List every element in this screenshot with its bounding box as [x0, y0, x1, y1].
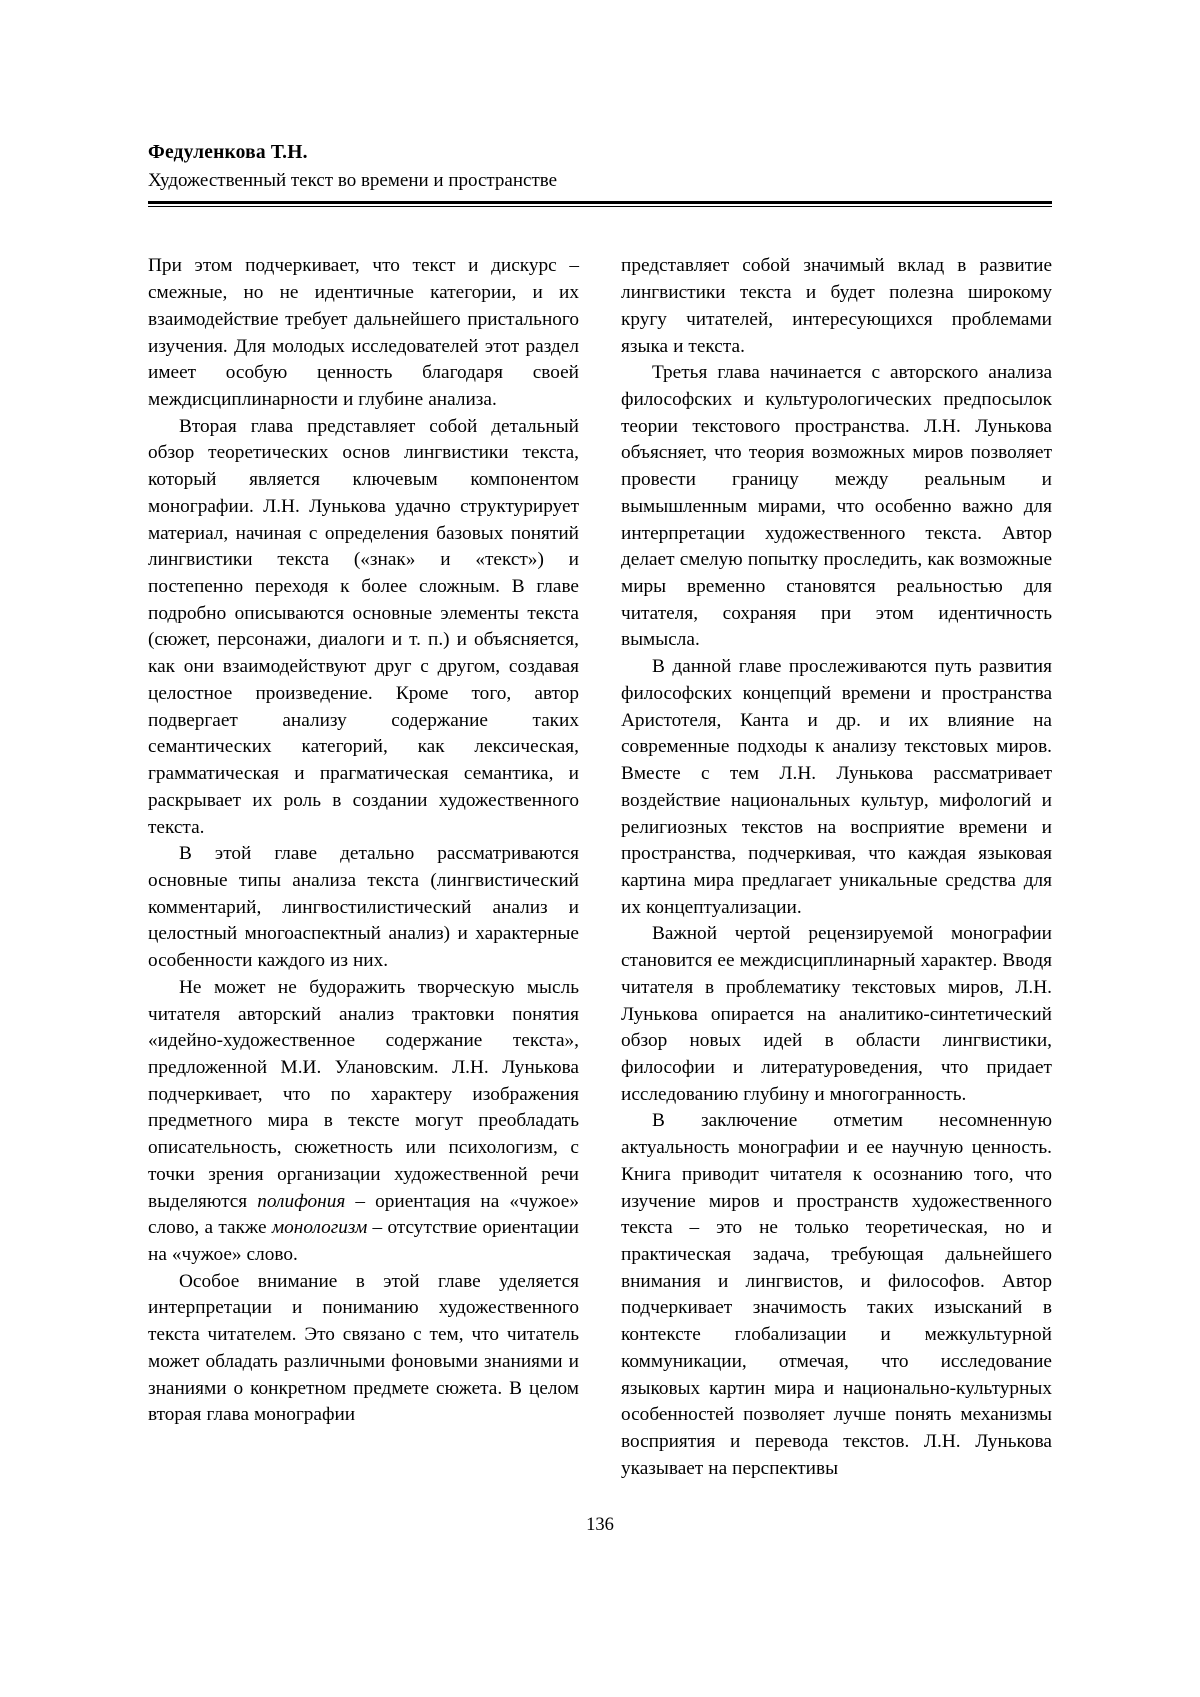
header-rule-thin — [148, 206, 1052, 208]
paragraph: Третья глава начинается с авторского анализа философских и культурологических предпосылок теории текстового пространства. Л.Н. Лунькова объясняет, что теория возможных миров позволяет провести границу между реальным и вымышленным мирами, что особенно важно для интерпретации художественного текста. Автор делает смелую попытку проследить, как возможные миры временно становятся реальностью для читателя, сохраняя при этом идентичность вымысла. — [621, 362, 1052, 651]
page-number: 136 — [586, 1515, 614, 1535]
paragraph: В заключение отметим несомненную актуальность монографии и ее научную ценность. Книга приводит читателя к осознанию того, что изучение миров и пространств художественного текста – это не только теоретическая, но и практическая задача, требующая дальнейшего внимания и лингвистов, и философов. Автор подчеркивает значимость таких изысканий в контексте глобализации и межкультурной коммуникации, отмечая, что исследование языковых картин мира и национально-культурных особенностей позволяет лучше понять механизмы восприятия и перевода текстов. Л.Н. Лунькова указывает на перспективы — [621, 1110, 1052, 1479]
column-right — [621, 253, 1052, 1482]
body-columns — [148, 253, 1052, 1482]
paragraph: При этом подчеркивает, что текст и дискурс – смежные, но не идентичные категории, и их взаимодействие требует дальнейшего пристального изучения. Для молодых исследователей этот раздел имеет особую ценность благодаря своей междисциплинарности и глубине анализа. — [148, 255, 579, 410]
paragraph: Вторая глава представляет собой детальный обзор теоретических основ лингвистики текста, который является ключевым компонентом монографии. Л.Н. Лунькова удачно структурирует материал, начиная с определения базовых понятий лингвистики текста («знак» и «текст») и постепенно переходя к более сложным. В главе подробно описываются основные элементы текста (сюжет, персонажи, диалоги и т. п.) и объясняется, как они взаимодействуют друг с другом, создавая целостное произведение. Кроме того, автор подвергает анализу содержание таких семантических категорий, как лексическая, грамматическая и прагматическая семантика, и раскрывает их роль в создании художественного текста. — [148, 415, 579, 838]
header-author: Федуленкова Т.Н. — [148, 142, 308, 163]
paragraph-with-italics: Не может не будоражить творческую мысль читателя авторский анализ трактовки понятия «идейно-художественное содержание текста», предложенной М.И. Улановским. Л.Н. Лунькова подчеркивает, что по характеру изображения предметного мира в тексте могут преобладать описательность, сюжетность или психологизм, с точки зрения организации художественной речи выделяются полифония – ориентация на «чужое» слово, а также монологизм – отсутствие ориентации на «чужое» слово. — [148, 976, 579, 1265]
paragraph: представляет собой значимый вклад в развитие лингвистики текста и будет полезна широкому кругу читателей, интересующихся проблемами языка и текста. — [621, 255, 1052, 357]
paragraph: В данной главе прослеживаются путь развития философских концепций времени и пространства Аристотеля, Канта и др. и их влияние на современные подходы к анализу текстовых миров. Вместе с тем Л.Н. Лунькова рассматривает воздействие национальных культур, мифологий и религиозных текстов на восприятие времени и пространства, подчеркивая, что каждая языковая картина мира предлагает уникальные средства для их концептуализации. — [621, 656, 1052, 918]
paragraph: Особое внимание в этой главе уделяется интерпретации и пониманию художественного текста читателем. Это связано с тем, что читатель может обладать различными фоновыми знаниями и знаниями о конкретном предмете сюжета. В целом вторая глава монографии — [148, 1270, 579, 1426]
page-header — [148, 140, 1052, 207]
paragraph: В этой главе детально рассматриваются основные типы анализа текста (лингвистический комментарий, лингвостилистический анализ и целостный многоаспектный анализ) и характерные особенности каждого из них. — [148, 843, 579, 972]
header-title: Художественный текст во времени и пространстве — [148, 170, 558, 192]
header-divider — [148, 201, 1052, 208]
column-left — [148, 253, 579, 1482]
paragraph: Важной чертой рецензируемой монографии становится ее междисциплинарный характер. Вводя читателя в проблематику текстовых миров, Л.Н. Лунькова опирается на аналитико-синтетический обзор новых идей в области лингвистики, философии и литературоведения, что придает исследованию глубину и многогранность. — [621, 923, 1052, 1105]
